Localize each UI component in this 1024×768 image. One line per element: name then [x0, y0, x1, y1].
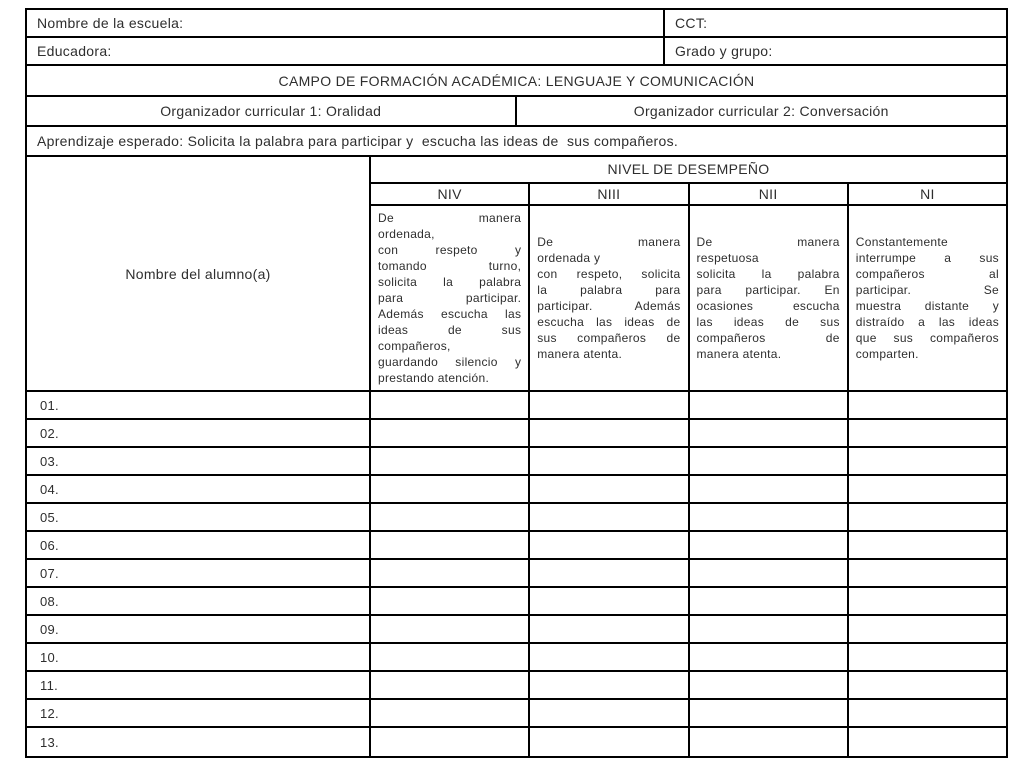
grade-group-label: Grado y grupo:: [675, 43, 773, 59]
student-col-header: Nombre del alumno(a): [125, 265, 271, 282]
description-line: con respeto, solicita: [537, 267, 681, 281]
student-name-cell[interactable]: 03.: [27, 448, 371, 474]
description-line: De manera: [696, 235, 840, 249]
mark-cell-NIV[interactable]: [371, 588, 530, 614]
mark-cell-NII[interactable]: [690, 728, 849, 756]
description-line: comparten.: [855, 347, 919, 361]
level-code-NI: NI: [920, 185, 935, 202]
mark-cell-NIV[interactable]: [371, 392, 530, 418]
mark-cell-NIV[interactable]: [371, 672, 530, 698]
student-row: [27, 392, 1006, 420]
expected-learning-cell: [27, 127, 1006, 155]
organizer1-cell: [27, 97, 517, 125]
mark-cell-NII[interactable]: [690, 476, 849, 502]
mark-cell-NIII[interactable]: [530, 700, 689, 726]
mark-cell-NII[interactable]: [690, 532, 849, 558]
mark-cell-NIV[interactable]: [371, 476, 530, 502]
description-line: ordenada y: [537, 251, 601, 265]
field-title-row: [27, 66, 1006, 97]
educator-label: Educadora:: [37, 43, 112, 59]
mark-cell-NII[interactable]: [690, 700, 849, 726]
description-line: distraído a las ideas: [855, 315, 999, 329]
mark-cell-NII[interactable]: [690, 448, 849, 474]
mark-cell-NIV[interactable]: [371, 700, 530, 726]
mark-cell-NIV[interactable]: [371, 728, 530, 756]
mark-cell-NI[interactable]: [849, 504, 1006, 530]
student-name-cell[interactable]: 07.: [27, 560, 371, 586]
student-name-cell[interactable]: 01.: [27, 392, 371, 418]
mark-cell-NIII[interactable]: [530, 728, 689, 756]
mark-cell-NIII[interactable]: [530, 504, 689, 530]
mark-cell-NII[interactable]: [690, 392, 849, 418]
description-line: De manera: [378, 211, 522, 225]
mark-cell-NIV[interactable]: [371, 560, 530, 586]
mark-cell-NI[interactable]: [849, 588, 1006, 614]
mark-cell-NIII[interactable]: [530, 532, 689, 558]
description-line: guardando silencio y: [378, 355, 522, 369]
organizer1-label: Organizador curricular 1: Oralidad: [160, 103, 382, 119]
mark-cell-NI[interactable]: [849, 448, 1006, 474]
description-line: que sus compañeros: [855, 331, 999, 345]
student-row: [27, 700, 1006, 728]
mark-cell-NIV[interactable]: [371, 616, 530, 642]
grade-group-field[interactable]: [665, 38, 1006, 64]
student-row: [27, 616, 1006, 644]
student-rows: [27, 392, 1006, 756]
description-line: para participar.: [378, 291, 522, 305]
description-line: Constantemente: [855, 235, 949, 249]
description-line: la palabra para: [537, 283, 681, 297]
description-line: manera atenta.: [696, 347, 782, 361]
description-line: para participar. En: [696, 283, 840, 297]
description-line: las ideas de sus: [696, 315, 840, 329]
mark-cell-NIV[interactable]: [371, 448, 530, 474]
mark-cell-NIII[interactable]: [530, 420, 689, 446]
description-line: escucha las ideas de: [537, 315, 681, 329]
description-line: prestando atención.: [378, 371, 490, 385]
mark-cell-NII[interactable]: [690, 504, 849, 530]
student-col-header-cell: [27, 157, 371, 390]
student-row: [27, 476, 1006, 504]
performance-levels: [371, 157, 1006, 390]
student-name-cell[interactable]: 02.: [27, 420, 371, 446]
description-line: solicita la palabra: [696, 267, 840, 281]
mark-cell-NI[interactable]: [849, 560, 1006, 586]
mark-cell-NI[interactable]: [849, 392, 1006, 418]
student-row: [27, 420, 1006, 448]
organizer2-cell: [517, 97, 1007, 125]
rubric-header-block: [27, 157, 1006, 392]
mark-cell-NIII[interactable]: [530, 616, 689, 642]
mark-cell-NIII[interactable]: [530, 672, 689, 698]
description-line: tomando turno,: [378, 259, 522, 273]
description-line: muestra distante y: [855, 299, 999, 313]
student-row: [27, 504, 1006, 532]
description-line: respetuosa: [696, 251, 759, 265]
description-line: solicita la palabra: [378, 275, 522, 289]
cct-field[interactable]: [665, 10, 1006, 36]
mark-cell-NIV[interactable]: [371, 504, 530, 530]
description-line: ideas de sus: [378, 323, 522, 337]
school-name-field[interactable]: [27, 10, 665, 36]
student-name-cell[interactable]: 05.: [27, 504, 371, 530]
mark-cell-NI[interactable]: [849, 728, 1006, 756]
student-row: [27, 644, 1006, 672]
level-description-NII: [690, 206, 849, 390]
mark-cell-NII[interactable]: [690, 560, 849, 586]
student-name-cell[interactable]: 11.: [27, 672, 371, 698]
description-line: compañeros,: [378, 339, 451, 353]
description-line: manera atenta.: [537, 347, 623, 361]
student-row: [27, 728, 1006, 756]
school-name-label: Nombre de la escuela:: [37, 15, 184, 31]
description-line: Además escucha las: [378, 307, 522, 321]
mark-cell-NII[interactable]: [690, 672, 849, 698]
description-line: participar. Además: [537, 299, 681, 313]
description-line: con respeto y: [378, 243, 522, 257]
educator-field[interactable]: [27, 38, 665, 64]
mark-cell-NIV[interactable]: [371, 644, 530, 670]
student-name-cell[interactable]: 10.: [27, 644, 371, 670]
mark-cell-NI[interactable]: [849, 616, 1006, 642]
level-code-NII: NII: [690, 184, 849, 204]
level-descs-row: [371, 206, 1006, 390]
school-cct-row: [27, 10, 1006, 38]
mark-cell-NIV[interactable]: [371, 420, 530, 446]
student-name-cell[interactable]: 13.: [27, 728, 371, 756]
mark-cell-NIII[interactable]: [530, 448, 689, 474]
level-codes-row: [371, 184, 1006, 206]
mark-cell-NII[interactable]: [690, 588, 849, 614]
level-description-NIV: [371, 206, 530, 390]
level-code-NIII: NIII: [530, 184, 689, 204]
student-row: [27, 588, 1006, 616]
mark-cell-NII[interactable]: [690, 420, 849, 446]
expected-learning-row: [27, 127, 1006, 157]
description-line: compañeros al: [855, 267, 999, 281]
mark-cell-NIII[interactable]: [530, 588, 689, 614]
field-title: CAMPO DE FORMACIÓN ACADÉMICA: LENGUAJE Y COMUNICACIÓN: [278, 72, 755, 89]
mark-cell-NIII[interactable]: [530, 560, 689, 586]
educator-grade-row: [27, 38, 1006, 66]
description-line: participar. Se: [855, 283, 999, 297]
mark-cell-NI[interactable]: [849, 672, 1006, 698]
organizer2-label: Organizador curricular 2: Conversación: [633, 103, 889, 119]
mark-cell-NIII[interactable]: [530, 392, 689, 418]
description-line: sus compañeros de: [537, 331, 681, 345]
mark-cell-NI[interactable]: [849, 420, 1006, 446]
student-name-cell[interactable]: 12.: [27, 700, 371, 726]
student-name-cell[interactable]: 06.: [27, 532, 371, 558]
mark-cell-NIII[interactable]: [530, 644, 689, 670]
mark-cell-NI[interactable]: [849, 532, 1006, 558]
description-line: De manera: [537, 235, 681, 249]
description-line: compañeros de: [696, 331, 840, 345]
level-description-NI: [849, 206, 1006, 390]
description-line: interrumpe a sus: [855, 251, 999, 265]
description-line: ordenada,: [378, 227, 435, 241]
mark-cell-NII[interactable]: [690, 616, 849, 642]
mark-cell-NII[interactable]: [690, 644, 849, 670]
performance-header: NIVEL DE DESEMPEÑO: [607, 161, 770, 178]
mark-cell-NIII[interactable]: [530, 476, 689, 502]
student-name-cell[interactable]: 09.: [27, 616, 371, 642]
student-row: [27, 532, 1006, 560]
student-row: [27, 448, 1006, 476]
organizers-row: [27, 97, 1006, 127]
mark-cell-NI[interactable]: [849, 700, 1006, 726]
level-description-NIII: [530, 206, 689, 390]
student-name-cell[interactable]: 08.: [27, 588, 371, 614]
description-line: ocasiones escucha: [696, 299, 840, 313]
mark-cell-NIV[interactable]: [371, 532, 530, 558]
mark-cell-NI[interactable]: [849, 644, 1006, 670]
student-row: [27, 560, 1006, 588]
field-title-cell: [27, 66, 1006, 95]
rubric-sheet: [25, 8, 1008, 758]
level-code-NIV: NIV: [371, 184, 530, 204]
cct-label: CCT:: [675, 15, 708, 31]
student-name-cell[interactable]: 04.: [27, 476, 371, 502]
student-row: [27, 672, 1006, 700]
performance-header-cell: [371, 157, 1006, 184]
mark-cell-NI[interactable]: [849, 476, 1006, 502]
expected-learning-label: Aprendizaje esperado: Solicita la palabra para participar y escucha las ideas de sus compañeros.: [37, 133, 679, 149]
